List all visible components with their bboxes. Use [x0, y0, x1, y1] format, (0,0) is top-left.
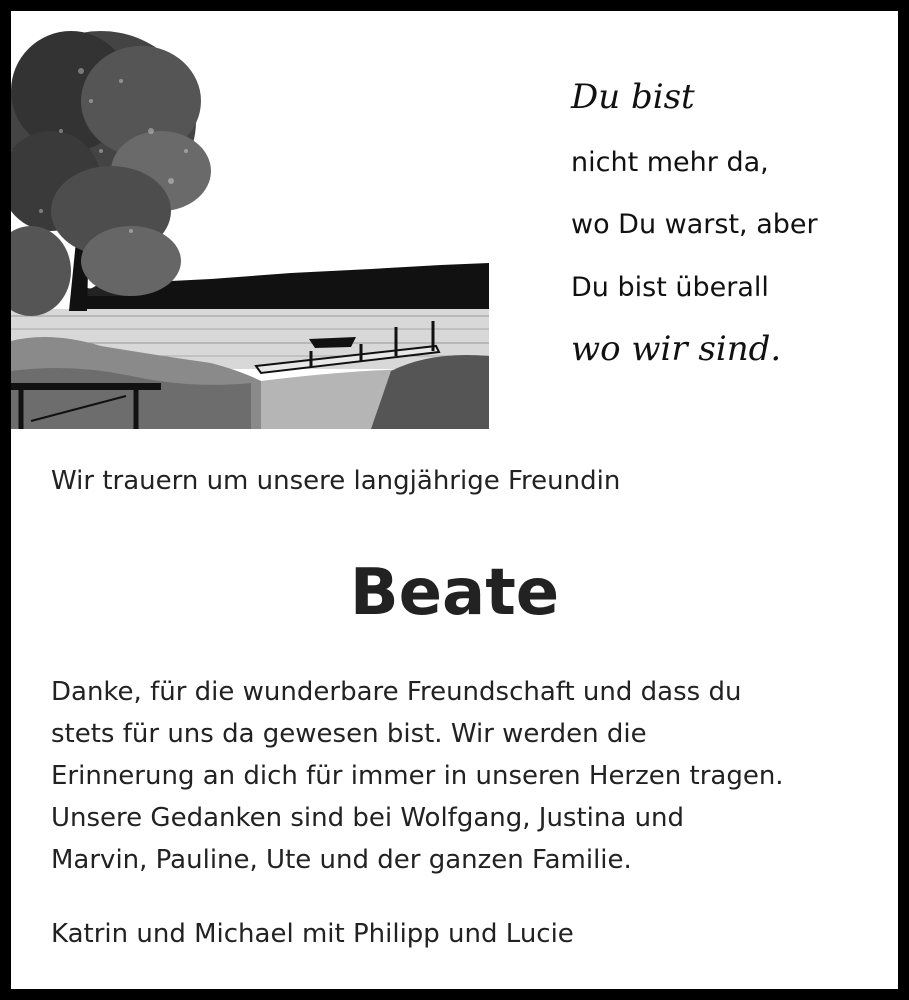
message-line: Danke, für die wunderbare Freundschaft und dass du: [51, 677, 742, 707]
poem-line-5: wo wir sind.: [571, 329, 782, 369]
message-line: Marvin, Pauline, Ute und der ganzen Familie.: [51, 845, 632, 875]
poem-line-3: wo Du warst, aber: [571, 209, 818, 240]
signature: Katrin und Michael mit Philipp und Lucie: [51, 919, 574, 949]
intro-text: Wir trauern um unsere langjährige Freundin: [51, 466, 621, 496]
message-line: Erinnerung an dich für immer in unseren Herzen tragen.: [51, 761, 784, 791]
lake-landscape-photo: [11, 11, 489, 429]
poem-line-2: nicht mehr da,: [571, 147, 769, 178]
obituary-notice: [11, 11, 898, 989]
poem-line-1: Du bist: [571, 77, 695, 117]
message-line: Unsere Gedanken sind bei Wolfgang, Justina und: [51, 803, 685, 833]
message-text: [51, 671, 784, 881]
poem-line-4: Du bist überall: [571, 272, 769, 303]
message-line: stets für uns da gewesen bist. Wir werden die: [51, 719, 647, 749]
deceased-name: Beate: [349, 556, 560, 630]
